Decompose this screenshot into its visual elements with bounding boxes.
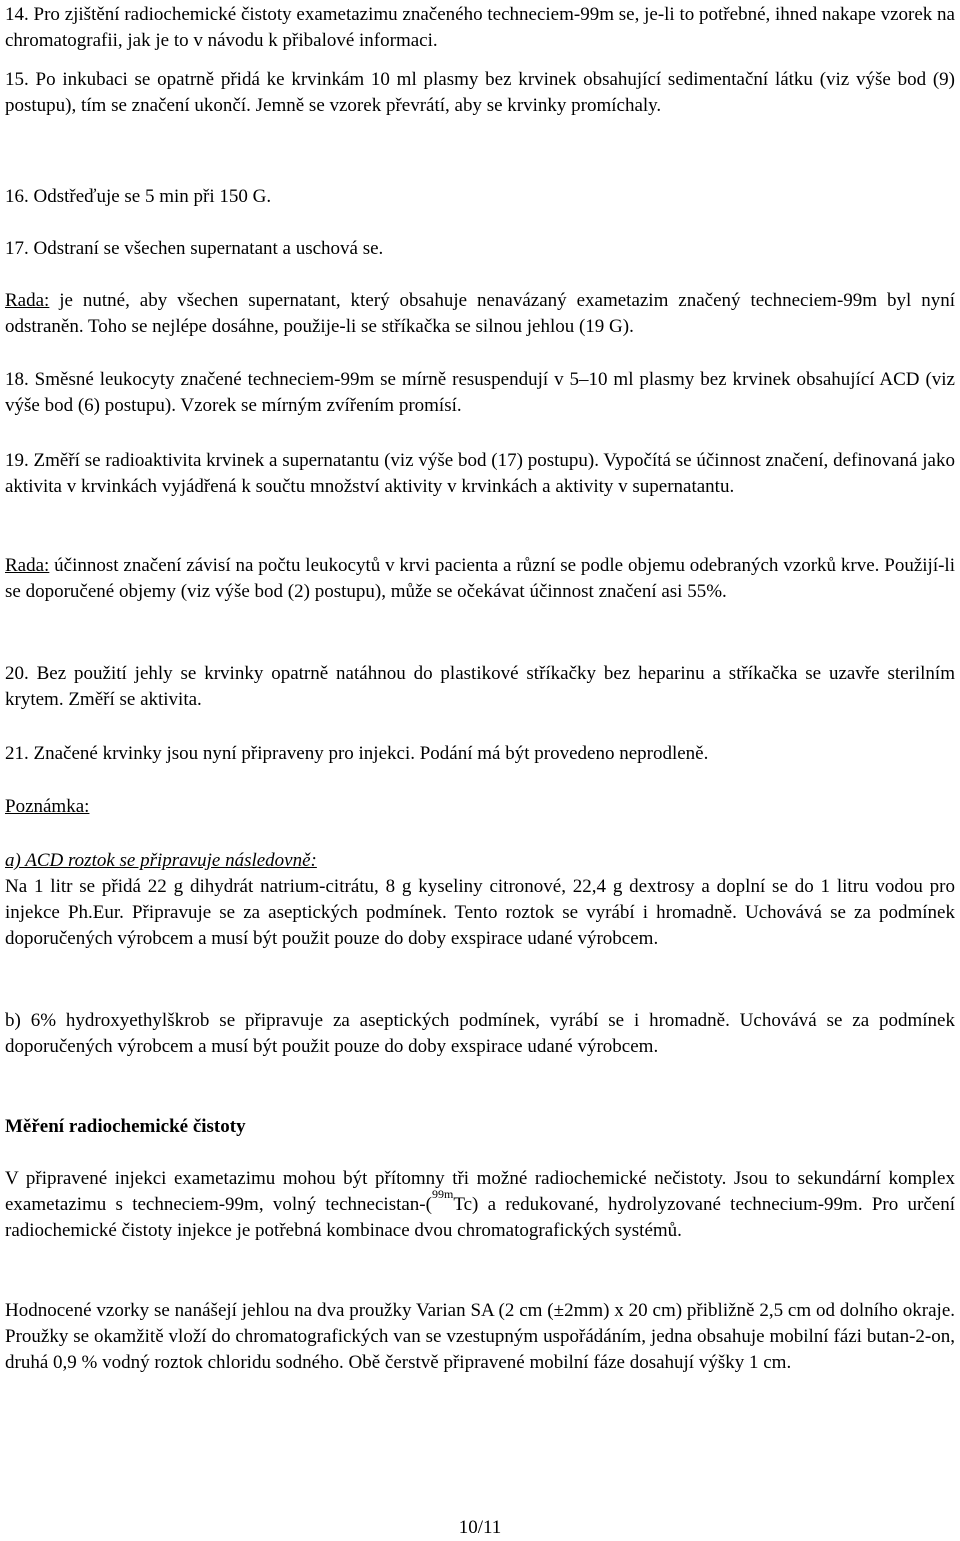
step-16-text: 16. Odstřeďuje se 5 min při 150 G. — [5, 186, 272, 207]
tip-1-label: Rada: — [5, 290, 50, 311]
step-15-text: 15. Po inkubaci se opatrně přidá ke krvinkám 10 ml plasmy bez krvinek obsahující sedimentační látku (viz výše bod (9) postupu), tím se značení ukončí. Jemně se vzorek převrátí, aby se krvinky promíchaly. — [5, 69, 955, 116]
step-19 — [5, 448, 955, 500]
step-17-text: 17. Odstraní se všechen supernatant a uschová se. — [5, 238, 384, 259]
step-18-text: 18. Směsné leukocyty značené techneciem-99m se mírně resuspendují v 5–10 ml plasmy bez krvinek obsahující ACD (viz výše bod (6) postupu). Vzorek se mírným zvířením promísí. — [5, 369, 955, 416]
note-heading-text: Poznámka: — [5, 796, 90, 817]
paragraph-1-part-b: Tc) a redukované, hydrolyzované technecium-99m. Pro určení radiochemické čistoty injekce je potřebná kombinace dvou chromatografických systémů. — [5, 1194, 955, 1241]
tip-1-text: je nutné, aby všechen supernatant, který obsahuje nenavázaný exametazim značený techneciem-99m byl nyní odstraněn. Toho se nejlépe dosáhne, použije-li se stříkačka se silnou jehlou (19 G). — [5, 290, 955, 337]
note-a — [5, 848, 955, 952]
step-14-text: 14. Pro zjištění radiochemické čistoty exametazimu značeného techneciem-99m se, je-li to potřebné, ihned nakape vzorek na chromatografii, jak je to v návodu k přibalové informaci. — [5, 4, 955, 51]
page-number: 10/11 — [458, 1517, 502, 1538]
note-a-title: a) ACD roztok se připravuje následovně: — [5, 850, 317, 871]
tip-1-paragraph — [5, 288, 955, 340]
section-heading — [5, 1114, 955, 1140]
tip-1 — [5, 288, 955, 340]
note-b — [5, 1008, 955, 1060]
tip-2-label: Rada: — [5, 555, 50, 576]
step-15 — [5, 67, 955, 119]
isotope-superscript: 99m — [431, 1187, 454, 1201]
step-14 — [5, 2, 955, 54]
step-20 — [5, 661, 955, 713]
step-19-text: 19. Změří se radioaktivita krvinek a supernatantu (viz výše bod (17) postupu). Vypočítá se účinnost značení, definovaná jako aktivita v krvinkách vyjádřená k součtu množství aktivity v krvinkách a aktivity v supernatantu. — [5, 450, 955, 497]
section-heading-text: Měření radiochemické čistoty — [5, 1116, 246, 1137]
tip-2 — [5, 553, 955, 605]
step-18 — [5, 367, 955, 419]
tip-2-text: účinnost značení závisí na počtu leukocytů v krvi pacienta a různí se podle objemu odebraných vzorků krve. Použijí-li se doporučené objemy (viz výše bod (2) postupu), může se očekávat účinnost značení asi 55%. — [5, 555, 955, 602]
step-17 — [5, 236, 955, 262]
note-heading — [5, 794, 955, 820]
section-paragraph-2 — [5, 1298, 955, 1376]
note-b-text: b) 6% hydroxyethylškrob se připravuje za aseptických podmínek, vyrábí se i hromadně. Uchovává se za podmínek doporučených výrobcem a musí být použit pouze do doby exspirace udané výrobcem. — [5, 1010, 955, 1057]
section-paragraph-1-text — [5, 1166, 955, 1244]
step-16 — [5, 184, 955, 210]
tip-2-paragraph — [5, 553, 955, 605]
step-20-text: 20. Bez použití jehly se krvinky opatrně natáhnou do plastikové stříkačky bez heparinu a stříkačka se uzavře sterilním krytem. Změří se aktivita. — [5, 663, 955, 710]
paragraph-1-part-a: V připravené injekci exametazimu mohou být přítomny tři možné radiochemické nečistoty. Jsou to sekundární komplex exametazimu s techneciem-99m, volný technecistan-( — [5, 1168, 955, 1215]
section-paragraph-1 — [5, 1166, 955, 1244]
step-21-text: 21. Značené krvinky jsou nyní připraveny pro injekci. Podání má být provedeno neprodleně. — [5, 743, 709, 764]
note-a-text: Na 1 litr se přidá 22 g dihydrát natrium-citrátu, 8 g kyseliny citronové, 22,4 g dextrosy a doplní se do 1 litru vodou pro injekce Ph.Eur. Připravuje se za aseptických podmínek. Tento roztok se vyrábí i hromadně. Uchovává se za podmínek doporučených výrobcem a musí být použit pouze do doby exspirace udané výrobcem. — [5, 876, 955, 949]
step-21 — [5, 741, 955, 767]
section-paragraph-2-text: Hodnocené vzorky se nanášejí jehlou na dva proužky Varian SA (2 cm (±2mm) x 20 cm) přibližně 2,5 cm od dolního okraje. Proužky se okamžitě vloží do chromatografických van se vzestupným uspořádáním, jedna obsahuje mobilní fázi butan-2-on, druhá 0,9 % vodný roztok chloridu sodného. Obě čerstvě připravené mobilní fáze dosahují výšky 1 cm. — [5, 1300, 955, 1373]
